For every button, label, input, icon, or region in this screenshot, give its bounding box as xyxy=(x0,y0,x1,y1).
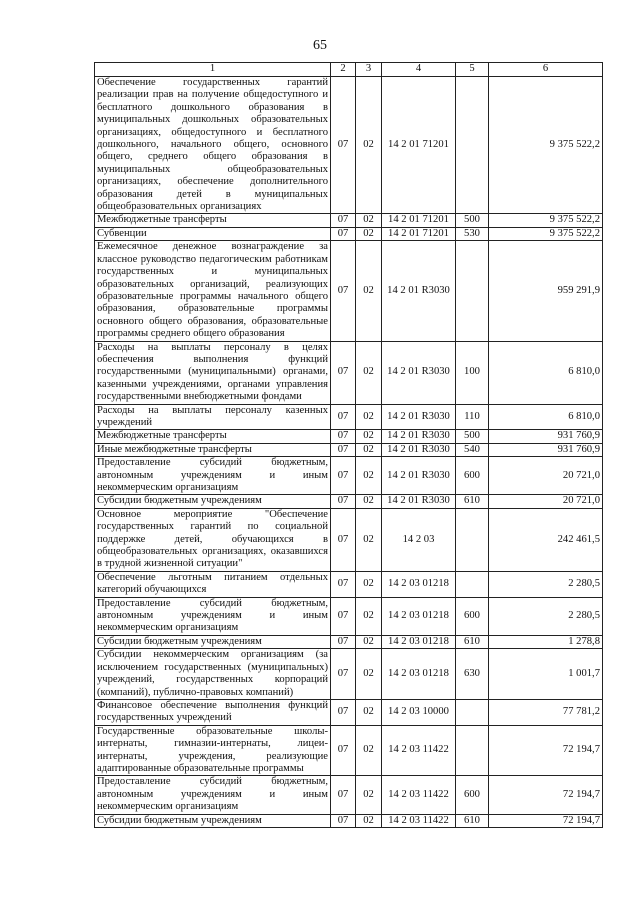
row-target-article: 14 2 01 R3030 xyxy=(382,457,456,495)
row-section: 07 xyxy=(331,457,356,495)
row-expense-type xyxy=(456,571,489,597)
row-target-article: 14 2 01 R3030 xyxy=(382,241,456,341)
row-amount: 931 760,9 xyxy=(489,443,603,456)
table-row xyxy=(95,776,603,814)
row-section: 07 xyxy=(331,725,356,776)
row-expense-type: 610 xyxy=(456,495,489,508)
row-section: 07 xyxy=(331,430,356,443)
row-amount: 242 461,5 xyxy=(489,508,603,571)
header-col-5: 5 xyxy=(456,63,489,77)
table-row xyxy=(95,443,603,456)
row-target-article: 14 2 03 11422 xyxy=(382,776,456,814)
row-subsection: 02 xyxy=(356,571,382,597)
row-amount: 9 375 522,2 xyxy=(489,77,603,214)
row-target-article: 14 2 01 R3030 xyxy=(382,404,456,430)
row-subsection: 02 xyxy=(356,635,382,648)
page-number: 65 xyxy=(313,38,327,53)
row-amount: 72 194,7 xyxy=(489,725,603,776)
table-row xyxy=(95,404,603,430)
header-col-3: 3 xyxy=(356,63,382,77)
row-section: 07 xyxy=(331,77,356,214)
table-row xyxy=(95,227,603,240)
row-target-article: 14 2 03 01218 xyxy=(382,571,456,597)
table-row xyxy=(95,508,603,571)
row-amount: 72 194,7 xyxy=(489,776,603,814)
row-section: 07 xyxy=(331,404,356,430)
row-amount: 2 280,5 xyxy=(489,597,603,635)
row-name: Межбюджетные трансферты xyxy=(95,430,331,443)
row-expense-type: 630 xyxy=(456,649,489,700)
table-row xyxy=(95,597,603,635)
row-target-article: 14 2 01 R3030 xyxy=(382,341,456,404)
row-target-article: 14 2 01 71201 xyxy=(382,227,456,240)
row-subsection: 02 xyxy=(356,776,382,814)
row-name: Предоставление субсидий бюджетным, автономным учреждениям и иным некоммерческим организациям xyxy=(95,457,331,495)
row-name: Субсидии бюджетным учреждениям xyxy=(95,495,331,508)
row-subsection: 02 xyxy=(356,725,382,776)
row-amount: 9 375 522,2 xyxy=(489,227,603,240)
row-name: Субвенции xyxy=(95,227,331,240)
row-amount: 6 810,0 xyxy=(489,341,603,404)
table-row xyxy=(95,457,603,495)
row-name: Обеспечение государственных гарантий реализации прав на получение общедоступного и бесплатного дошкольного образования в муниципальных дошкольных образовательных организациях, общедоступного и бесплатного дошкольного, начального общего, основного общего, среднего общего образования в муниципальных общеобразовательных организациях, обеспечение дополнительного образования детей в муниципальных общеобразовательных организациях xyxy=(95,77,331,214)
row-amount: 1 001,7 xyxy=(489,649,603,700)
row-name: Субсидии бюджетным учреждениям xyxy=(95,814,331,827)
row-subsection: 02 xyxy=(356,214,382,227)
row-section: 07 xyxy=(331,508,356,571)
row-amount: 6 810,0 xyxy=(489,404,603,430)
row-amount: 77 781,2 xyxy=(489,699,603,725)
row-amount: 20 721,0 xyxy=(489,457,603,495)
row-subsection: 02 xyxy=(356,495,382,508)
row-target-article: 14 2 03 10000 xyxy=(382,699,456,725)
row-amount: 959 291,9 xyxy=(489,241,603,341)
row-expense-type xyxy=(456,699,489,725)
header-col-2: 2 xyxy=(331,63,356,77)
row-expense-type: 100 xyxy=(456,341,489,404)
row-target-article: 14 2 03 xyxy=(382,508,456,571)
row-name: Расходы на выплаты персоналу казенных учреждений xyxy=(95,404,331,430)
row-subsection: 02 xyxy=(356,77,382,214)
row-subsection: 02 xyxy=(356,241,382,341)
row-subsection: 02 xyxy=(356,443,382,456)
row-section: 07 xyxy=(331,649,356,700)
row-target-article: 14 2 01 71201 xyxy=(382,77,456,214)
table-row xyxy=(95,341,603,404)
row-section: 07 xyxy=(331,635,356,648)
header-col-4: 4 xyxy=(382,63,456,77)
table-row xyxy=(95,725,603,776)
row-expense-type: 600 xyxy=(456,457,489,495)
row-target-article: 14 2 03 01218 xyxy=(382,649,456,700)
row-target-article: 14 2 01 R3030 xyxy=(382,495,456,508)
table-row xyxy=(95,649,603,700)
row-subsection: 02 xyxy=(356,814,382,827)
row-target-article: 14 2 01 R3030 xyxy=(382,430,456,443)
row-section: 07 xyxy=(331,814,356,827)
row-section: 07 xyxy=(331,699,356,725)
row-expense-type: 600 xyxy=(456,776,489,814)
row-name: Предоставление субсидий бюджетным, автономным учреждениям и иным некоммерческим организациям xyxy=(95,776,331,814)
row-subsection: 02 xyxy=(356,597,382,635)
row-expense-type xyxy=(456,77,489,214)
row-target-article: 14 2 01 71201 xyxy=(382,214,456,227)
row-expense-type: 610 xyxy=(456,814,489,827)
row-section: 07 xyxy=(331,495,356,508)
row-subsection: 02 xyxy=(356,457,382,495)
row-section: 07 xyxy=(331,341,356,404)
row-expense-type xyxy=(456,725,489,776)
row-target-article: 14 2 03 01218 xyxy=(382,597,456,635)
row-section: 07 xyxy=(331,597,356,635)
row-expense-type: 500 xyxy=(456,214,489,227)
row-name: Обеспечение льготным питанием отдельных категорий обучающихся xyxy=(95,571,331,597)
table-row xyxy=(95,495,603,508)
row-section: 07 xyxy=(331,443,356,456)
table-row xyxy=(95,241,603,341)
table-row xyxy=(95,635,603,648)
row-subsection: 02 xyxy=(356,404,382,430)
row-expense-type: 610 xyxy=(456,635,489,648)
row-expense-type xyxy=(456,508,489,571)
row-amount: 931 760,9 xyxy=(489,430,603,443)
row-subsection: 02 xyxy=(356,430,382,443)
row-expense-type: 600 xyxy=(456,597,489,635)
row-target-article: 14 2 03 01218 xyxy=(382,635,456,648)
table-row xyxy=(95,699,603,725)
header-col-6: 6 xyxy=(489,63,603,77)
header-col-1: 1 xyxy=(95,63,331,77)
row-amount: 9 375 522,2 xyxy=(489,214,603,227)
row-subsection: 02 xyxy=(356,508,382,571)
row-section: 07 xyxy=(331,241,356,341)
row-amount: 1 278,8 xyxy=(489,635,603,648)
table-row xyxy=(95,214,603,227)
row-expense-type: 530 xyxy=(456,227,489,240)
row-name: Иные межбюджетные трансферты xyxy=(95,443,331,456)
row-expense-type: 540 xyxy=(456,443,489,456)
row-section: 07 xyxy=(331,571,356,597)
row-expense-type: 110 xyxy=(456,404,489,430)
table-row xyxy=(95,571,603,597)
row-section: 07 xyxy=(331,776,356,814)
row-amount: 20 721,0 xyxy=(489,495,603,508)
row-section: 07 xyxy=(331,227,356,240)
row-amount: 2 280,5 xyxy=(489,571,603,597)
row-expense-type xyxy=(456,241,489,341)
row-name: Межбюджетные трансферты xyxy=(95,214,331,227)
row-target-article: 14 2 03 11422 xyxy=(382,814,456,827)
row-target-article: 14 2 03 11422 xyxy=(382,725,456,776)
row-expense-type: 500 xyxy=(456,430,489,443)
row-name: Государственные образовательные школы-интернаты, гимназии-интернаты, лицеи-интернаты, учреждения, реализующие адаптированные образовательные программы xyxy=(95,725,331,776)
row-subsection: 02 xyxy=(356,227,382,240)
table-row xyxy=(95,430,603,443)
row-subsection: 02 xyxy=(356,341,382,404)
row-name: Субсидии некоммерческим организациям (за исключением государственных (муниципальных) учреждений, государственных корпораций (компаний), публично-правовых компаний) xyxy=(95,649,331,700)
row-name: Основное мероприятие "Обеспечение государственных гарантий по социальной поддержке детей, обучающихся в общеобразовательных организациях, оказавшихся в трудной жизненной ситуации" xyxy=(95,508,331,571)
table-row xyxy=(95,77,603,214)
row-amount: 72 194,7 xyxy=(489,814,603,827)
table-row xyxy=(95,814,603,827)
row-name: Субсидии бюджетным учреждениям xyxy=(95,635,331,648)
row-name: Предоставление субсидий бюджетным, автономным учреждениям и иным некоммерческим организациям xyxy=(95,597,331,635)
row-section: 07 xyxy=(331,214,356,227)
row-name: Расходы на выплаты персоналу в целях обеспечения выполнения функций государственными (муниципальными) органами, казенными учреждениями, органами управления государственными внебюджетными фондами xyxy=(95,341,331,404)
row-name: Ежемесячное денежное вознаграждение за классное руководство педагогическим работникам государственных и муниципальных образовательных организаций, реализующих образовательные программы начального общего образования, образовательные программы основного общего образования, образовательные программы среднего общего образования xyxy=(95,241,331,341)
budget-table xyxy=(94,62,603,828)
row-name: Финансовое обеспечение выполнения функций государственных учреждений xyxy=(95,699,331,725)
row-subsection: 02 xyxy=(356,699,382,725)
row-target-article: 14 2 01 R3030 xyxy=(382,443,456,456)
table-header-row xyxy=(95,63,603,77)
row-subsection: 02 xyxy=(356,649,382,700)
